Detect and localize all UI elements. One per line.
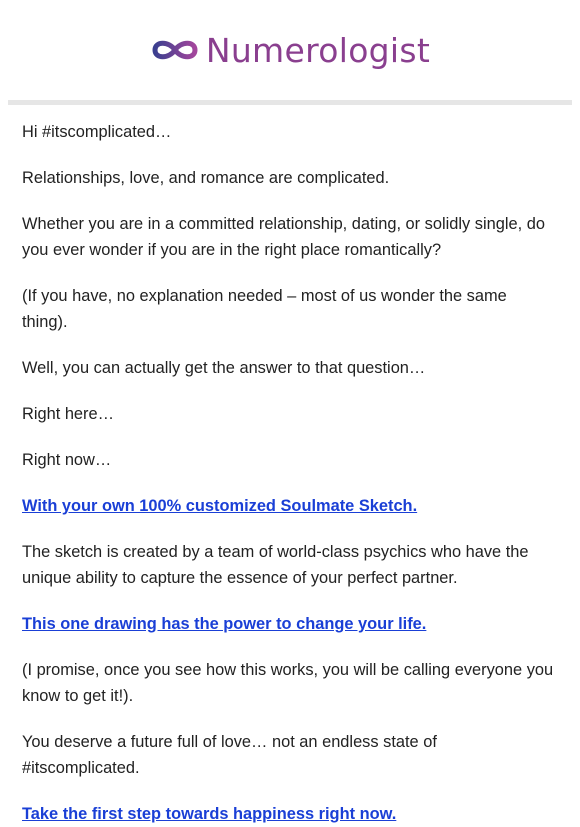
paragraph: Right now… xyxy=(22,451,112,469)
paragraph: Well, you can actually get the answer to that question… xyxy=(22,359,426,377)
greeting: Hi #itscomplicated… xyxy=(22,123,172,141)
paragraph: The sketch is created by a team of world-class psychics who have the unique ability to capture the essence of your perfect partner. xyxy=(22,543,529,587)
paragraph: Whether you are in a committed relationship, dating, or solidly single, do you ever wonder if you are in the right place romantically? xyxy=(22,215,545,259)
infinity-icon xyxy=(150,37,200,63)
email-header xyxy=(0,0,580,100)
brand-name: Numerologist xyxy=(205,30,431,70)
paragraph: (I promise, once you see how this works, you will be calling everyone you know to get it!). xyxy=(22,661,554,705)
link-paragraph xyxy=(22,611,556,637)
first-step-link[interactable]: Take the first step towards happiness right now. xyxy=(22,805,397,823)
link-paragraph xyxy=(22,801,556,827)
soulmate-sketch-link[interactable]: With your own 100% customized Soulmate Sketch. xyxy=(22,497,418,515)
link-paragraph xyxy=(22,493,556,519)
numerologist-logo[interactable] xyxy=(150,31,430,70)
email-body xyxy=(0,105,580,827)
paragraph: Relationships, love, and romance are complicated. xyxy=(22,169,390,187)
paragraph: Right here… xyxy=(22,405,115,423)
paragraph: (If you have, no explanation needed – most of us wonder the same thing). xyxy=(22,287,507,331)
paragraph: You deserve a future full of love… not an endless state of #itscomplicated. xyxy=(22,733,437,777)
change-life-link[interactable]: This one drawing has the power to change your life. xyxy=(22,615,427,633)
